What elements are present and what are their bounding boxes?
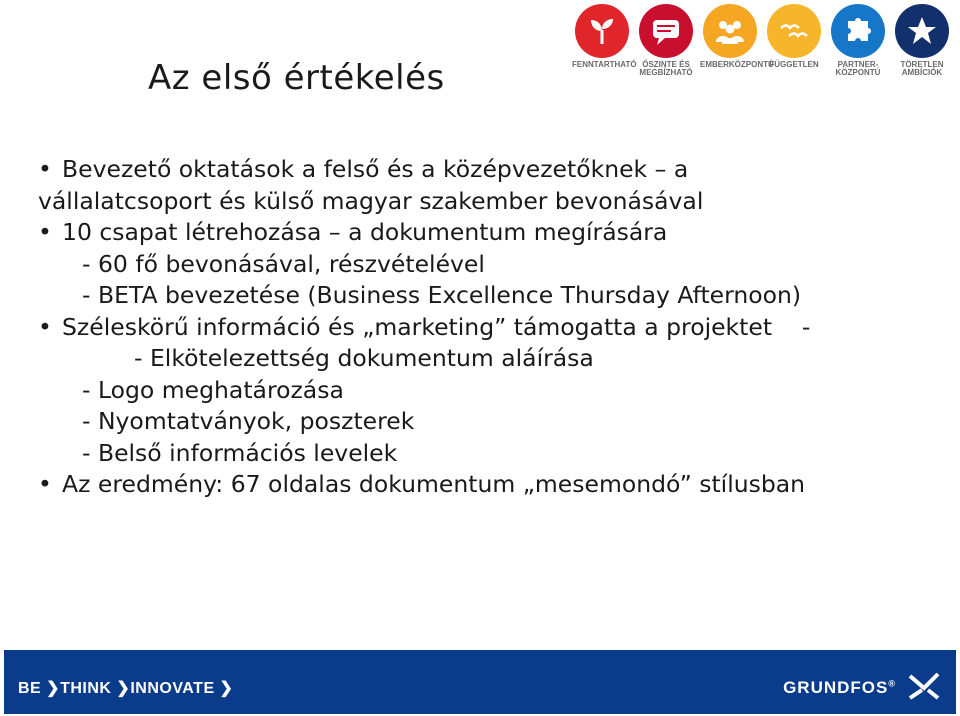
puzzle-icon: [831, 4, 885, 58]
speech-bubble-icon: [639, 4, 693, 58]
sub-item: - 60 fő bevonásával, részvételével: [82, 249, 485, 278]
logo-caption: PARTNER-KÖZPONTÚ: [835, 60, 881, 77]
logo-independent: [764, 4, 824, 69]
footer-bar: [4, 650, 956, 714]
star-icon: [895, 4, 949, 58]
sub-item: - Nyomtatványok, poszterek: [82, 407, 415, 435]
logo-sustainable: [572, 4, 637, 69]
logo-caption: ŐSZINTE ÉS MEGBÍZHATÓ: [639, 60, 693, 77]
logo-caption: TÖRETLEN AMBÍCIÓK: [900, 60, 944, 77]
sub-item: - BETA bevezetése (Business Excellence Thursday Afternoon): [82, 281, 802, 309]
sub-item: - Logo meghatározása: [82, 375, 344, 404]
sub-item: - Belső információs levelek: [82, 438, 398, 467]
logo-people: [700, 4, 774, 69]
grundfos-mark-icon: [906, 668, 942, 704]
people-icon: [703, 4, 757, 58]
logo-caption: FENNTARTHATÓ: [572, 60, 637, 69]
registered-mark: ®: [888, 678, 896, 689]
values-logos: [572, 4, 956, 88]
brand-wordmark: [783, 678, 896, 698]
slogan: BE ❯THINK ❯INNOVATE ❯: [18, 680, 234, 697]
brand-name: GRUNDFOS: [783, 678, 889, 697]
bullet-item: • 10 csapat létrehozása – a dokumentum megírására: [38, 217, 938, 249]
bullet-list: [38, 154, 938, 501]
bullet-item: • Bevezető oktatások a felső és a középvezetőknek – a: [38, 154, 938, 186]
sprout-icon: [575, 4, 629, 58]
sub-item: - Elkötelezettség dokumentum aláírása: [134, 344, 594, 372]
slide-title: Az első értékelés: [148, 58, 445, 98]
logo-caption: EMBERKÖZPONTÚ: [700, 60, 774, 69]
logo-honest: [636, 4, 696, 77]
bullet-item: • Az eredmény: 67 oldalas dokumentum „mesemondó” stílusban: [38, 469, 938, 501]
birds-icon: [767, 4, 821, 58]
logo-ambition: [892, 4, 952, 77]
bullet-continuation: vállalatcsoport és külső magyar szakember bevonásával: [38, 186, 704, 215]
logo-partner: [828, 4, 888, 77]
bullet-item: • Széleskörű információ és „marketing” támogatta a projektet -: [38, 312, 938, 344]
logo-caption: FÜGGETLEN: [769, 60, 819, 69]
